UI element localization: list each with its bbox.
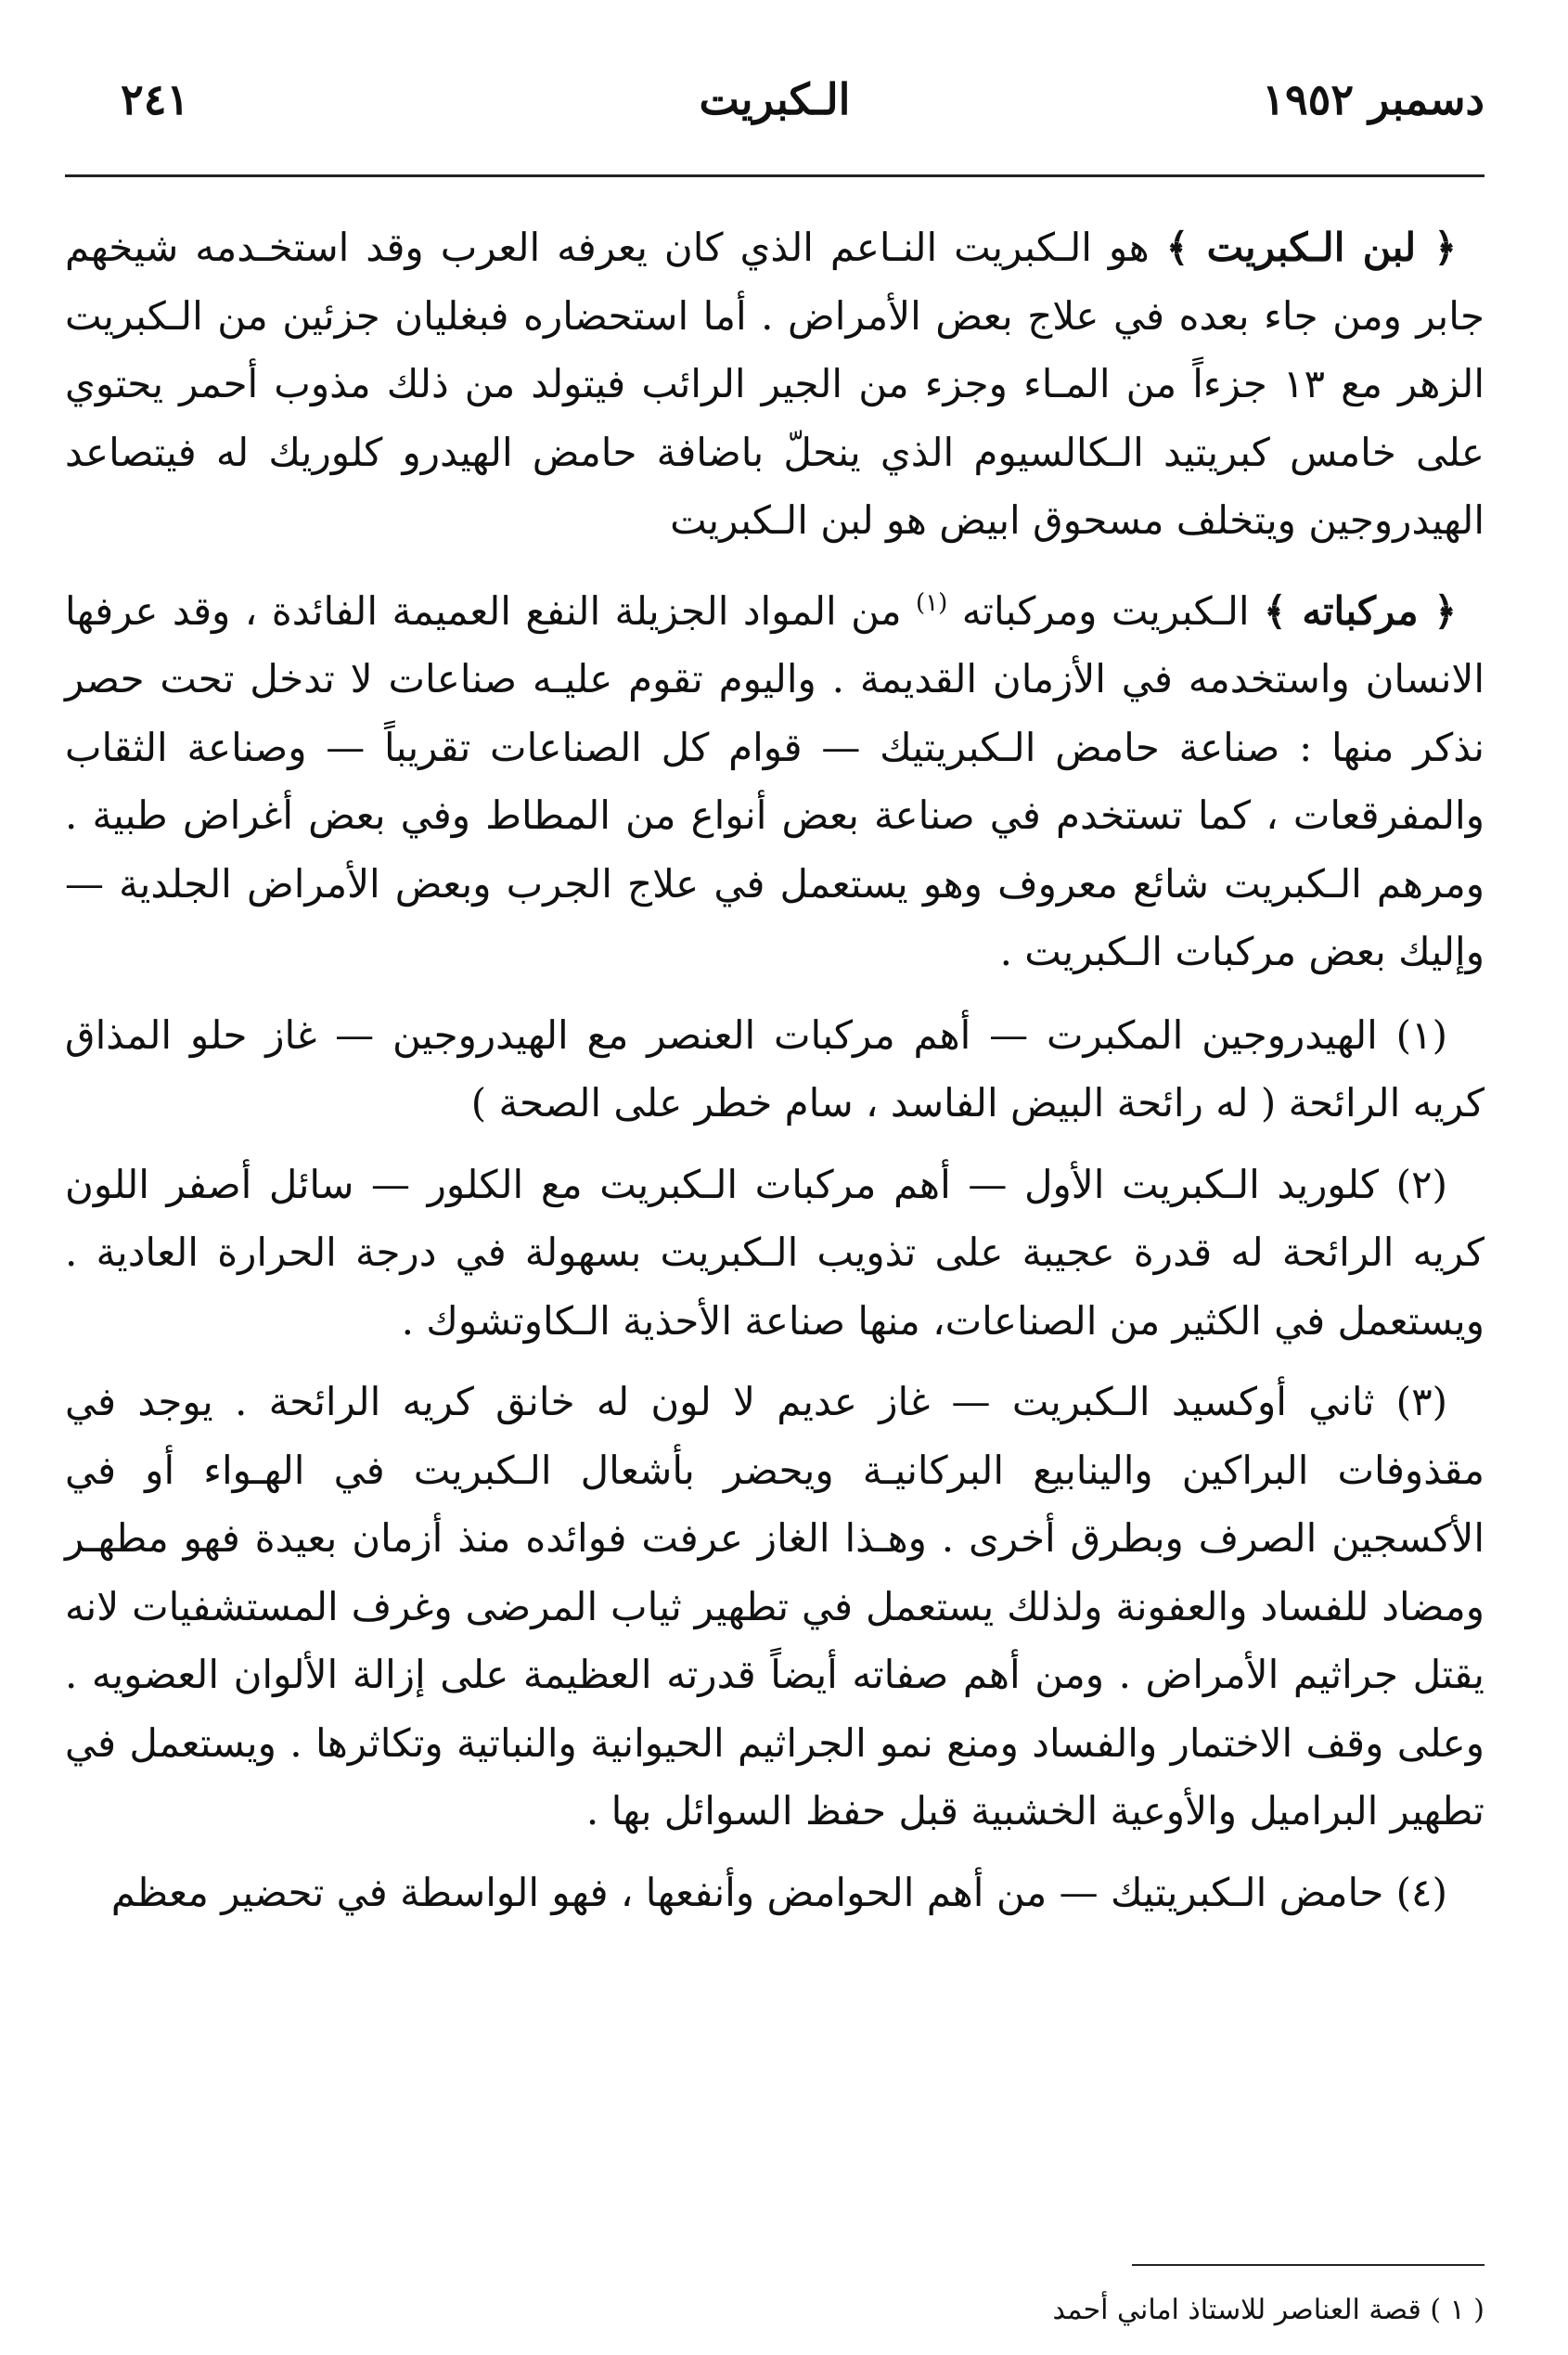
item-text: — أهم مركبات العنصر مع الهيدروجين — غاز حلو المذاق كريه الرائحة ( له رائحة البيض الفاسد ، سام خطر على الصحة ) bbox=[65, 1011, 1484, 1126]
list-item bbox=[65, 1368, 1484, 1846]
item-text: — من أهم الحوامض وأنفعها ، فهو الواسطة في تحضير معظم bbox=[110, 1869, 1111, 1915]
paragraph-text: هو الـكبريت النـاعم الذي كان يعرفه العرب وقد استخـدمه شيخهم جابر ومن جاء بعده في علاج بعض الأمراض . أما استحضاره فبغليان جزئين من الـكبريت الزهر مع ١٣ جزءاً من المـاء وجزء من الجير الرائب فيتولد من ذلك مذوب أحمر يحتوي على خامس كبريتيد الـكالسيوم الذي ينحلّ باضافة حامض الهيدرو كلوريك له فيتصاعد الهيدروجين ويتخلف مسحوق ابيض هو لبن الـكبريت bbox=[65, 225, 1485, 543]
item-heading: (١) الهيدروجين المكبرت bbox=[1046, 1011, 1447, 1058]
list-item bbox=[65, 1859, 1484, 1927]
item-text: — غاز عديم لا لون له خانق كريه الرائحة . يوجد في مقذوفات البراكين والينابيع البركانيـة ويحضر بأشعال الـكبريت في الهـواء أو في الأكسجين الصرف وبطرق أخرى . وهـذا الغاز عرفت فوائده منذ أزمان بعيدة فهو مطهـر ومضاد للفساد والعفونة ولذلك يستعمل في تطهير ثياب المرضى وغرف المستشفيات لانه يقتل جراثيم الأمراض . ومن أهم صفاته أيضاً قدرته العظيمة على إزالة الألوان العضويه . وعلى وقف الاختمار والفساد ومنع نمو الجراثيم الحيوانية والنباتية وتكاثرها . ويستعمل في تطهير البراميل والأوعية الخشبية قبل حفظ السوائل بها . bbox=[65, 1379, 1484, 1834]
paragraph-heading: ﴿ مركباته ﴾ bbox=[1264, 587, 1458, 634]
footnote-reference: (١) bbox=[916, 588, 948, 617]
item-heading: (٢) كلوريد الـكبريت الأول bbox=[1024, 1161, 1447, 1207]
header-date: دسمبر ١٩٥٢ bbox=[1262, 74, 1484, 124]
paragraph-text: من المواد الجزيلة النفع العميمة الفائدة ، وقد عرفها الانسان واستخدمه في الأزمان القديمة . واليوم تقوم عليـه صناعات لا تدخل تحت حصر نذكر منها : صناعة حامض الـكبريتيك — قوام كل الصناعات تقريباً — وصناعة الثقاب والمفرقعات ، كما تستخدم في صناعة بعض أنواع من المطاط وفي بعض أغراض طبية . ومرهم الـكبريت شائع معروف وهو يستعمل في علاج الجرب وبعض الأمراض الجلدية — وإليك بعض مركبات الـكبريت . bbox=[65, 587, 1484, 974]
item-heading: (٣) ثاني أوكسيد الـكبريت bbox=[1011, 1379, 1448, 1424]
header-page-number: ٢٤١ bbox=[121, 74, 190, 124]
paragraph-compounds bbox=[65, 570, 1484, 986]
footnote: ( ١ ) قصة العناصر للاستاذ اماني أحمد bbox=[1052, 2294, 1484, 2326]
paragraph-heading: ﴿ لبن الـكبريت ﴾ bbox=[1165, 225, 1457, 270]
item-text: — أهم مركبات الـكبريت مع الكلور — سائل أصفر اللون كريه الرائحة له قدرة عجيبة على تذويب الـكبريت بسهولة في درجة الحرارة العادية . ويستعمل في الكثير من الصناعات، منها صناعة الأحذية الـكاوتشوك . bbox=[65, 1161, 1484, 1344]
list-item bbox=[65, 1151, 1484, 1356]
item-heading: (٤) حامض الـكبريتيك bbox=[1111, 1869, 1447, 1915]
paragraph-sulfur-milk bbox=[65, 213, 1484, 555]
header-title: الـكبريت bbox=[699, 74, 851, 124]
header-rule bbox=[65, 174, 1484, 177]
list-item bbox=[65, 1001, 1484, 1138]
footnote-rule bbox=[1132, 2264, 1484, 2266]
page bbox=[65, 56, 1485, 2326]
article-body bbox=[65, 213, 1484, 1939]
page-header bbox=[65, 56, 1484, 139]
paragraph-text: الـكبريت ومركباته bbox=[947, 587, 1265, 634]
